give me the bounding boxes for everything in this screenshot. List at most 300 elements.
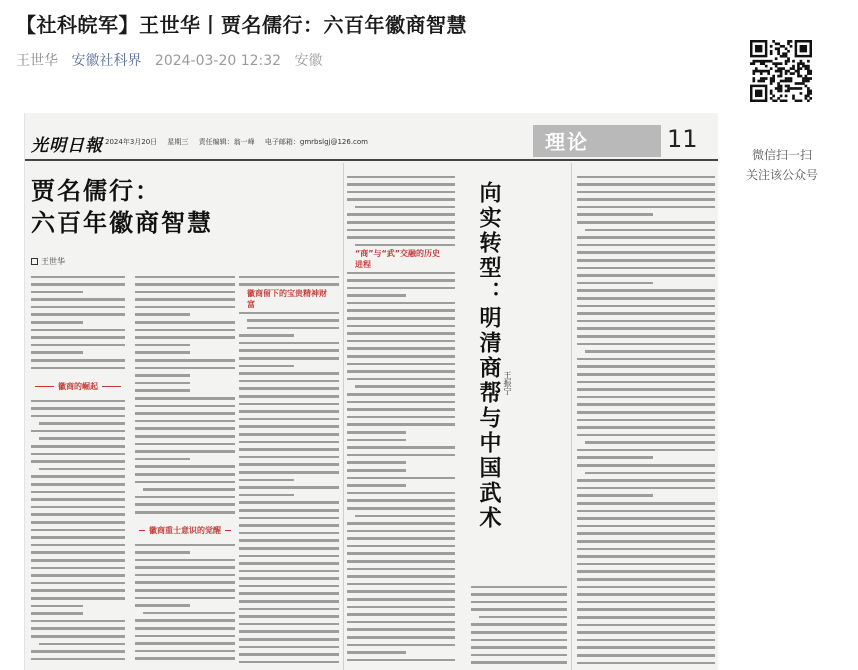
text-line [577, 621, 715, 629]
text-line [577, 606, 715, 614]
text-line [347, 474, 455, 482]
text-line [239, 620, 339, 628]
text-line [239, 560, 339, 568]
text-line [239, 332, 339, 340]
text-column [31, 273, 125, 377]
text-line [347, 368, 455, 376]
text-line [239, 281, 339, 289]
newspaper-header [25, 113, 718, 171]
text-line [347, 504, 455, 512]
text-line [135, 556, 235, 564]
text-line [577, 515, 715, 523]
text-line [347, 269, 455, 277]
article-meta [16, 50, 332, 70]
text-line [347, 482, 455, 490]
text-line [347, 284, 455, 292]
text-line [347, 330, 455, 338]
text-line [577, 522, 715, 530]
text-line [135, 470, 235, 478]
text-line [347, 398, 455, 406]
main-byline [31, 256, 65, 267]
text-line [577, 477, 715, 485]
text-line [31, 655, 125, 663]
text-line [135, 647, 235, 655]
text-line [239, 415, 339, 423]
text-line [135, 357, 235, 365]
text-line [471, 591, 567, 599]
text-column [347, 269, 455, 670]
text-line [347, 626, 455, 634]
text-line [577, 317, 715, 325]
text-line [31, 648, 125, 656]
text-line [347, 649, 455, 657]
text-line [31, 556, 125, 564]
text-line [31, 412, 125, 420]
newspaper-date: 2024年3月20日 [105, 138, 158, 146]
text-line [577, 530, 715, 538]
text-line [347, 173, 455, 181]
text-line [347, 219, 455, 227]
text-column [471, 583, 567, 670]
text-line [577, 553, 715, 561]
text-line [347, 603, 455, 611]
text-line [577, 408, 715, 416]
text-line [239, 613, 339, 621]
text-line [31, 427, 125, 435]
text-line [347, 406, 455, 414]
text-line [135, 594, 235, 602]
newspaper-masthead: 光明日報 [31, 136, 103, 156]
text-line [135, 579, 235, 587]
column-divider [571, 163, 572, 670]
text-line [577, 651, 715, 659]
text-line [239, 431, 339, 439]
text-line [135, 655, 235, 663]
text-line [347, 497, 455, 505]
text-line [135, 326, 235, 334]
text-line [347, 634, 455, 642]
text-line [239, 529, 339, 537]
text-line [347, 234, 455, 242]
subhead-commerce-martial: “商”与“武”交融的历史进程 [347, 251, 455, 266]
text-line [347, 203, 455, 211]
text-line [347, 444, 455, 452]
text-line [347, 436, 455, 444]
text-line [135, 625, 235, 633]
text-line [31, 273, 125, 281]
text-line [135, 448, 235, 456]
newspaper-weekday: 星期三 [167, 138, 189, 146]
text-line [347, 375, 455, 383]
text-line [347, 580, 455, 588]
text-line [347, 542, 455, 550]
text-line [577, 492, 715, 500]
text-line [577, 332, 715, 340]
text-line [31, 357, 125, 365]
text-line [347, 315, 455, 323]
text-line [347, 226, 455, 234]
text-line [135, 425, 235, 433]
text-line [347, 466, 455, 474]
text-line [577, 310, 715, 318]
text-line [135, 571, 235, 579]
text-line [347, 211, 455, 219]
text-line [577, 613, 715, 621]
text-line [31, 319, 125, 327]
text-line [239, 651, 339, 659]
text-line [135, 281, 235, 289]
text-line [31, 458, 125, 466]
text-line [471, 583, 567, 591]
text-line [239, 636, 339, 644]
text-line [577, 226, 715, 234]
text-line [239, 355, 339, 363]
text-line [577, 264, 715, 272]
account-link[interactable]: 安徽社科界 [71, 53, 142, 69]
text-line [135, 549, 235, 557]
text-line [31, 564, 125, 572]
text-line [239, 484, 339, 492]
text-line [239, 453, 339, 461]
text-line [577, 500, 715, 508]
text-line [135, 349, 235, 357]
text-line [577, 560, 715, 568]
text-line [577, 401, 715, 409]
text-line [239, 506, 339, 514]
text-line [31, 281, 125, 289]
text-line [239, 468, 339, 476]
text-line [135, 387, 235, 395]
text-line [135, 493, 235, 501]
text-line [135, 410, 235, 418]
text-line [239, 643, 339, 651]
newspaper-main-title [31, 175, 213, 239]
text-line [577, 446, 715, 454]
text-column [347, 173, 455, 249]
text-line [31, 296, 125, 304]
text-line [347, 196, 455, 204]
text-line [577, 431, 715, 439]
text-line [347, 611, 455, 619]
text-line [577, 424, 715, 432]
text-line [31, 632, 125, 640]
text-line [239, 377, 339, 385]
text-line [239, 628, 339, 636]
text-line [577, 644, 715, 652]
text-line [577, 416, 715, 424]
text-line [347, 565, 455, 573]
text-line [471, 636, 567, 644]
text-column [31, 397, 125, 670]
text-line [471, 659, 567, 667]
text-line [31, 481, 125, 489]
text-line [577, 598, 715, 606]
text-line [577, 462, 715, 470]
main-title-line1: 贾名儒行： [31, 176, 161, 205]
qr-caption-line1: 微信扫一扫 [751, 148, 812, 162]
text-line [31, 311, 125, 319]
text-line [31, 625, 125, 633]
text-line [577, 568, 715, 576]
text-line [239, 393, 339, 401]
text-line [31, 364, 125, 372]
text-line [347, 345, 455, 353]
text-line [577, 386, 715, 394]
text-line [577, 302, 715, 310]
text-line [239, 309, 339, 317]
text-line [471, 606, 567, 614]
text-line [577, 272, 715, 280]
text-line [347, 413, 455, 421]
text-line [347, 421, 455, 429]
subhead-legacy: 徽商留下的宝贵精神财富 [239, 291, 339, 306]
text-line [239, 362, 339, 370]
text-line [239, 590, 339, 598]
main-byline-name: 王世华 [41, 257, 65, 266]
text-line [577, 241, 715, 249]
text-line [347, 618, 455, 626]
text-line [31, 503, 125, 511]
text-line [347, 428, 455, 436]
text-line [135, 364, 235, 372]
text-line [471, 644, 567, 652]
text-line [347, 656, 455, 664]
text-line [135, 402, 235, 410]
text-line [135, 273, 235, 281]
text-line [239, 339, 339, 347]
text-line [239, 575, 339, 583]
text-line [135, 379, 235, 387]
text-line [239, 408, 339, 416]
text-line [577, 439, 715, 447]
text-line [347, 383, 455, 391]
text-line [577, 363, 715, 371]
text-line [577, 629, 715, 637]
text-line [347, 292, 455, 300]
newspaper-email: 电子邮箱：gmrbslgj@126.com [264, 138, 368, 146]
text-line [347, 360, 455, 368]
text-line [471, 613, 567, 621]
text-line [31, 594, 125, 602]
text-line [31, 303, 125, 311]
text-line [135, 478, 235, 486]
text-line [31, 572, 125, 580]
text-line [577, 378, 715, 386]
text-line [347, 353, 455, 361]
text-line [577, 370, 715, 378]
text-line [471, 651, 567, 659]
text-line [135, 609, 235, 617]
section-name: 理论 [545, 130, 589, 154]
text-line [577, 355, 715, 363]
text-line [239, 324, 339, 332]
text-line [31, 519, 125, 527]
header-rule [25, 159, 718, 161]
text-line [31, 610, 125, 618]
text-line [577, 545, 715, 553]
text-line [577, 636, 715, 644]
text-line [347, 322, 455, 330]
text-line [135, 417, 235, 425]
text-line [31, 288, 125, 296]
text-line [135, 395, 235, 403]
text-line [347, 550, 455, 558]
text-line [347, 527, 455, 535]
text-line [239, 544, 339, 552]
text-column [577, 173, 715, 670]
text-line [577, 188, 715, 196]
text-column [135, 541, 235, 670]
text-line [239, 446, 339, 454]
publish-region: 安徽 [294, 53, 323, 69]
text-line [31, 397, 125, 405]
text-line [577, 279, 715, 287]
text-line [135, 372, 235, 380]
text-line [347, 520, 455, 528]
text-line [135, 341, 235, 349]
text-line [239, 273, 339, 281]
page-number: 11 [667, 125, 698, 153]
text-line [577, 659, 715, 667]
text-line [577, 249, 715, 257]
text-line [239, 582, 339, 590]
text-line [135, 602, 235, 610]
text-line [31, 511, 125, 519]
text-line [347, 277, 455, 285]
text-line [31, 617, 125, 625]
text-line [239, 423, 339, 431]
text-line [135, 501, 235, 509]
text-line [347, 596, 455, 604]
text-line [135, 296, 235, 304]
text-line [577, 454, 715, 462]
text-line [31, 341, 125, 349]
text-line [31, 334, 125, 342]
text-line [577, 211, 715, 219]
text-line [577, 287, 715, 295]
text-line [471, 598, 567, 606]
text-line [31, 526, 125, 534]
text-line [577, 348, 715, 356]
text-line [577, 257, 715, 265]
text-line [239, 658, 339, 666]
text-line [239, 605, 339, 613]
text-line [31, 326, 125, 334]
text-line [135, 640, 235, 648]
text-line [347, 512, 455, 520]
qr-code-icon [750, 40, 812, 102]
text-line [135, 319, 235, 327]
text-line [347, 573, 455, 581]
text-line [135, 508, 235, 516]
author-name: 王世华 [16, 53, 58, 69]
text-line [577, 173, 715, 181]
text-line [239, 370, 339, 378]
text-line [347, 241, 455, 249]
text-line [135, 334, 235, 342]
text-column [239, 273, 339, 289]
text-line [31, 465, 125, 473]
text-line [135, 440, 235, 448]
text-line [239, 598, 339, 606]
qr-code-image [750, 40, 812, 102]
text-line [31, 579, 125, 587]
text-line [239, 347, 339, 355]
text-line [135, 617, 235, 625]
text-line [239, 567, 339, 575]
text-line [577, 295, 715, 303]
text-line [239, 385, 339, 393]
text-line [135, 303, 235, 311]
text-line [347, 188, 455, 196]
text-line [577, 325, 715, 333]
text-line [31, 435, 125, 443]
text-line [239, 522, 339, 530]
text-line [135, 587, 235, 595]
text-line [135, 486, 235, 494]
publish-date: 2024-03-20 12:32 [154, 53, 282, 69]
text-line [577, 181, 715, 189]
text-line [135, 288, 235, 296]
text-line [31, 420, 125, 428]
qr-caption [722, 145, 842, 185]
text-line [347, 535, 455, 543]
newspaper-header-info [105, 137, 376, 147]
text-line [135, 564, 235, 572]
text-line [577, 219, 715, 227]
column-divider [343, 163, 344, 670]
text-line [347, 451, 455, 459]
text-line [577, 538, 715, 546]
text-line [31, 443, 125, 451]
text-line [31, 473, 125, 481]
text-column [135, 273, 235, 521]
text-line [577, 393, 715, 401]
text-line [239, 537, 339, 545]
text-line [347, 299, 455, 307]
text-line [239, 514, 339, 522]
text-line [31, 450, 125, 458]
text-line [347, 489, 455, 497]
text-line [577, 583, 715, 591]
second-article-title: 向实转型：明清商帮与中国武术 [476, 181, 502, 531]
text-column [239, 309, 339, 670]
text-line [31, 549, 125, 557]
text-line [347, 459, 455, 467]
text-line [347, 588, 455, 596]
text-line [347, 558, 455, 566]
text-line [347, 391, 455, 399]
text-line [31, 602, 125, 610]
text-line [135, 432, 235, 440]
text-line [577, 203, 715, 211]
text-line [135, 541, 235, 549]
text-line [577, 234, 715, 242]
byline-box-icon [31, 258, 38, 265]
text-line [135, 311, 235, 319]
text-line [239, 438, 339, 446]
text-line [239, 317, 339, 325]
second-article-byline: 王振宁 [503, 371, 512, 395]
text-line [31, 640, 125, 648]
text-line [31, 496, 125, 504]
text-line [577, 340, 715, 348]
text-line [577, 469, 715, 477]
text-line [577, 507, 715, 515]
text-line [31, 488, 125, 496]
text-line [135, 632, 235, 640]
text-line [239, 400, 339, 408]
